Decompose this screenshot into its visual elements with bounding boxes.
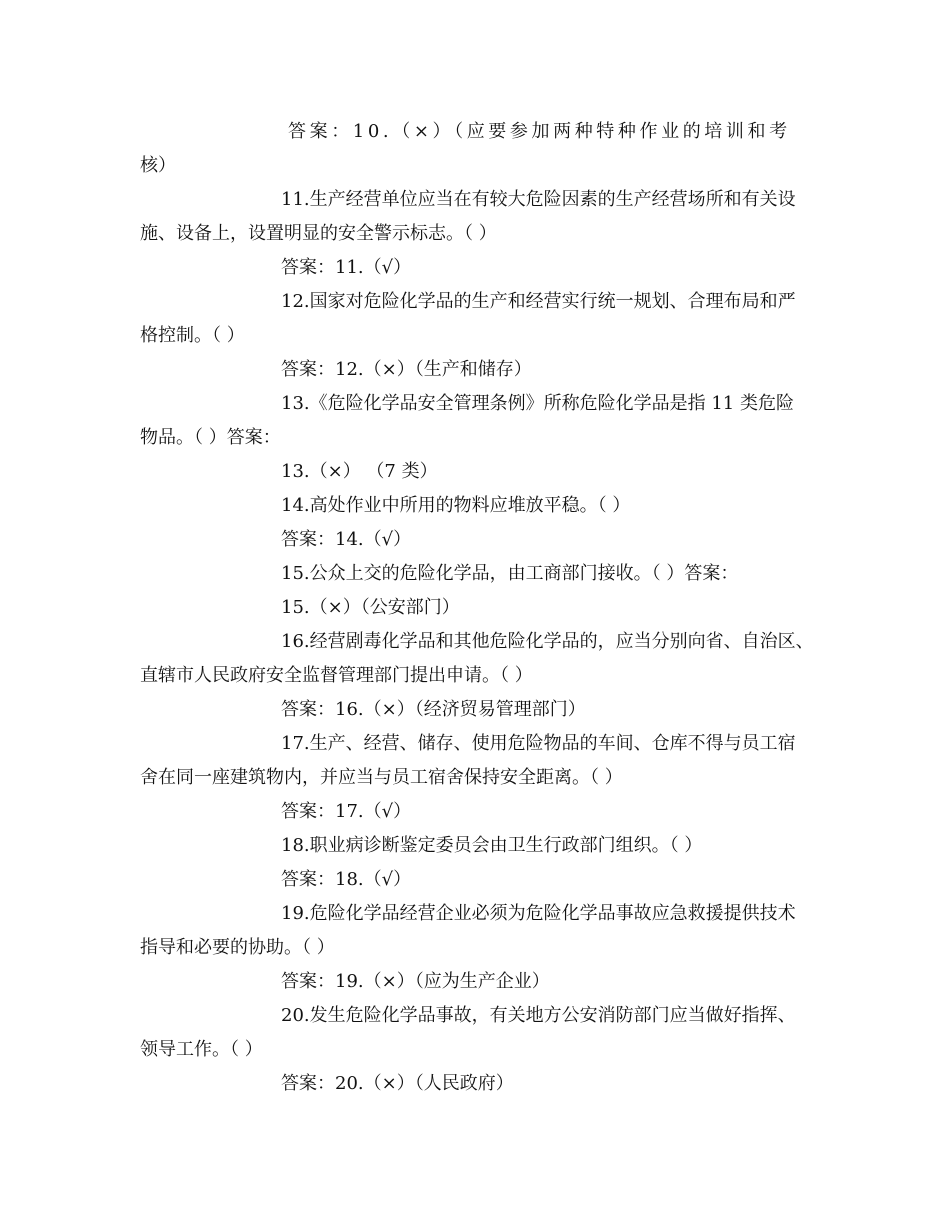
question-20: 20.发生危险化学品事故，有关地方公安消防部门应当做好指挥、 bbox=[281, 1005, 796, 1026]
question-17-continuation: 舍在同一座建筑物内，并应当与员工宿舍保持安全距离。（ ） bbox=[140, 767, 623, 788]
answer-14: 答案：14.（√） bbox=[281, 529, 412, 550]
question-19: 19.危险化学品经营企业必须为危险化学品事故应急救援提供技术 bbox=[281, 903, 796, 924]
question-11-continuation: 施、设备上，设置明显的安全警示标志。（ ） bbox=[140, 223, 497, 244]
answer-19: 答案：19.（×）（应为生产企业） bbox=[281, 971, 550, 992]
question-13: 13.《危险化学品安全管理条例》所称危险化学品是指 11 类危险 bbox=[281, 393, 794, 414]
question-15: 15.公众上交的危险化学品，由工商部门接收。（ ）答案： bbox=[281, 563, 739, 584]
answer-20: 答案：20.（×）（人民政府） bbox=[281, 1073, 514, 1094]
answer-10: 答案：10.（×）（应要参加两种特种作业的培训和考 bbox=[288, 121, 791, 142]
answer-10-continuation: 核） bbox=[140, 155, 176, 176]
question-11: 11.生产经营单位应当在有较大危险因素的生产经营场所和有关设 bbox=[281, 189, 796, 210]
question-13-continuation: 物品。（ ）答案： bbox=[140, 427, 281, 448]
answer-18: 答案：18.（√） bbox=[281, 869, 412, 890]
question-14: 14.高处作业中所用的物料应堆放平稳。（ ） bbox=[281, 495, 631, 516]
question-16: 16.经营剧毒化学品和其他危险化学品的，应当分别向省、自治区、 bbox=[281, 631, 814, 652]
answer-15: 15.（×）（公安部门） bbox=[281, 597, 460, 618]
question-18: 18.职业病诊断鉴定委员会由卫生行政部门组织。（ ） bbox=[281, 835, 703, 856]
question-17: 17.生产、经营、储存、使用危险物品的车间、仓库不得与员工宿 bbox=[281, 733, 796, 754]
question-20-continuation: 领导工作。（ ） bbox=[140, 1039, 263, 1060]
answer-11: 答案：11.（√） bbox=[281, 257, 412, 278]
answer-13: 13.（×） （7 类） bbox=[281, 461, 438, 482]
question-12: 12.国家对危险化学品的生产和经营实行统一规划、合理布局和严 bbox=[281, 291, 796, 312]
question-12-continuation: 格控制。（ ） bbox=[140, 325, 245, 346]
answer-16: 答案：16.（×）（经济贸易管理部门） bbox=[281, 699, 586, 720]
question-16-continuation: 直辖市人民政府安全监督管理部门提出申请。（ ） bbox=[140, 665, 533, 686]
answer-12: 答案：12.（×）（生产和储存） bbox=[281, 359, 532, 380]
answer-17: 答案：17.（√） bbox=[281, 801, 412, 822]
question-19-continuation: 指导和必要的协助。（ ） bbox=[140, 937, 335, 958]
